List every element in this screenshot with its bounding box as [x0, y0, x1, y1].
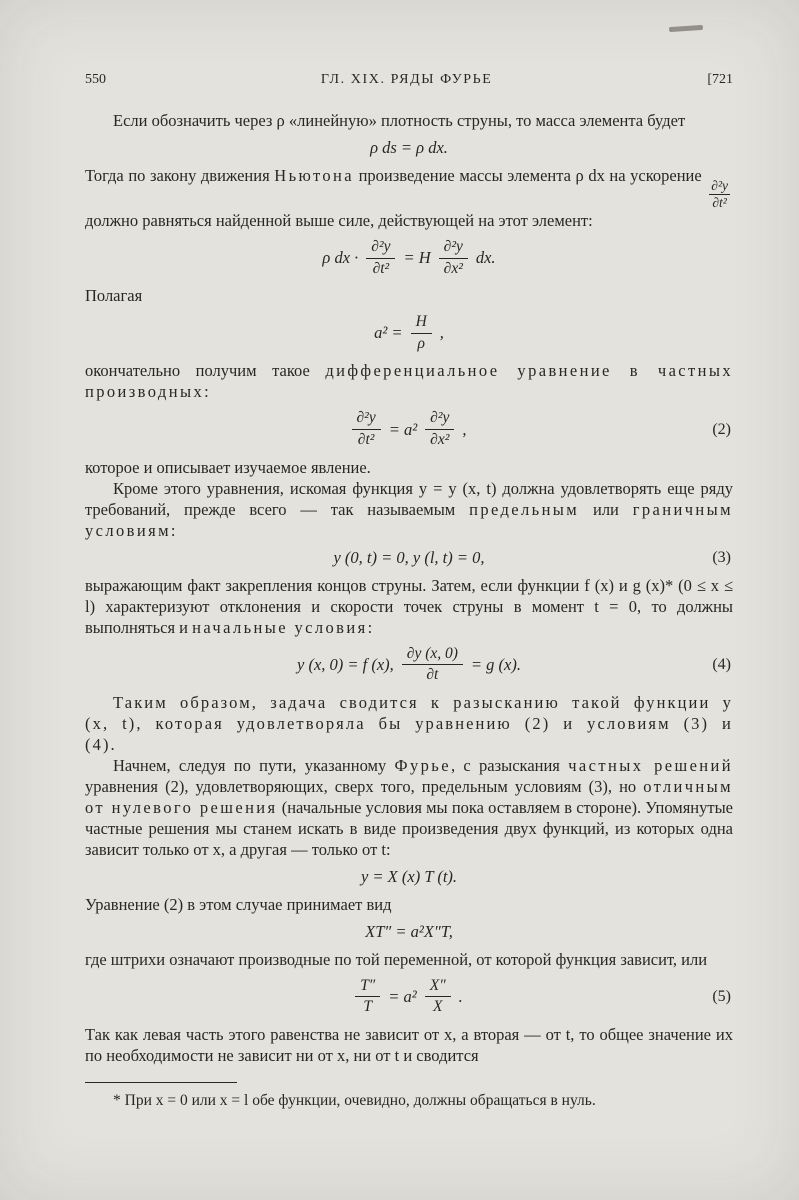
- fraction-numerator: T″: [355, 977, 380, 998]
- fraction: [366, 238, 395, 278]
- equation-text: .: [458, 986, 463, 1006]
- equation-5: [85, 977, 733, 1017]
- equation-separation: [85, 867, 733, 887]
- equation-text: = a²: [388, 419, 418, 439]
- fraction-numerator: ∂²y: [711, 178, 728, 193]
- emphasized-term: частных решений: [568, 755, 733, 775]
- paragraph-conditions: [85, 478, 733, 541]
- text-run: или: [579, 499, 633, 519]
- equation-number: (5): [712, 987, 731, 1005]
- paragraph-eq2-form: [85, 894, 733, 915]
- fraction: [425, 977, 451, 1017]
- text-run: окончательно получим такое: [85, 361, 326, 381]
- footnote: [85, 1091, 733, 1111]
- footnote-text: * При x = 0 или x = l обе функции, очевидно, должны обращаться в нуль.: [113, 1091, 596, 1109]
- fraction: [352, 409, 381, 449]
- paragraph-describes: [85, 457, 733, 478]
- equation-number: (2): [712, 420, 731, 438]
- fraction-numerator: H: [411, 313, 432, 334]
- equation-number: (4): [712, 655, 731, 673]
- fraction-denominator: ρ: [417, 334, 425, 352]
- equation-3: [85, 548, 733, 568]
- fraction-denominator: ∂x²: [443, 259, 463, 277]
- fraction-denominator: ∂t²: [372, 259, 390, 277]
- footnote-rule: [85, 1082, 237, 1083]
- paragraph-polagaya: [85, 285, 733, 306]
- fraction: [411, 313, 432, 353]
- text-run: Полагая: [85, 286, 143, 306]
- equation-text: = g (x).: [470, 654, 521, 674]
- equation-text: y (x, 0) = f (x),: [297, 654, 394, 674]
- fraction-denominator: ∂t²: [357, 431, 375, 448]
- paragraph-primes: [85, 949, 733, 970]
- equation-text: ρ ds = ρ dx.: [370, 138, 448, 157]
- fraction: [439, 238, 468, 278]
- text-run: Если обозначить через ρ «линейную» плотность струны, то масса элемента будет: [113, 111, 686, 130]
- text-run: Таким образом, задача сводится к разысканию такой функции y (x, t), которая удовлетворяла бы уравнению (2) и условиям (3) и (4).: [85, 692, 733, 754]
- text-run: Тогда по закону движения: [85, 166, 275, 185]
- equation-4: [85, 645, 733, 685]
- equation-text: = H: [403, 248, 431, 268]
- fraction-numerator: ∂²y: [425, 409, 454, 430]
- text-run: Кроме этого уравнения, искомая функция y = y (x, t) должна удовлетворять еще ряду требований, прежде всего — так называемым: [85, 478, 733, 519]
- inline-fraction: [709, 178, 730, 210]
- emphasized-term: предельным: [469, 499, 580, 519]
- fraction-denominator: ∂x²: [430, 431, 450, 448]
- equation-2: [85, 409, 733, 449]
- fraction-numerator: ∂²y: [439, 238, 468, 259]
- equation-text: a² =: [374, 323, 403, 343]
- equation-text: dx.: [475, 248, 496, 268]
- text-run: Начнем, следуя по пути, указанному: [113, 755, 395, 775]
- text-run: выражающим факт закрепления концов струны. Затем, если функции f (x) и g (x)* (0 ≤ x ≤ l) характеризуют отклонения и скорости точек струны в момент t = 0, то должны выполняться и: [85, 575, 733, 637]
- text-run: уравнения (2), удовлетворяющих, сверх того, предельным условиям (3), но: [85, 776, 644, 796]
- paragraph-intro: [85, 110, 733, 131]
- equation-a-squared: [85, 313, 733, 353]
- equation-xt: [85, 922, 733, 942]
- page-number: 550: [85, 72, 106, 87]
- equation-text: y (0, t) = 0, y (l, t) = 0,: [333, 547, 485, 567]
- running-title: ГЛ. XIX. РЯДЫ ФУРЬЕ: [320, 72, 493, 87]
- scan-artifact: [669, 25, 703, 32]
- fraction: [425, 409, 454, 449]
- fraction-numerator: ∂²y: [352, 409, 381, 430]
- fraction-denominator: ∂t²: [712, 194, 727, 210]
- paragraph-conclusion: [85, 1024, 733, 1066]
- fraction-denominator: T: [363, 998, 373, 1016]
- emphasized-name: Фурье: [394, 755, 451, 775]
- fraction-denominator: ∂t: [426, 666, 439, 684]
- emphasized-name: Ньютона: [274, 166, 354, 185]
- page-header: [85, 72, 733, 88]
- paragraph-initial-conditions: [85, 575, 733, 638]
- fraction-numerator: ∂y (x, 0): [402, 645, 463, 666]
- text-run: где штрихи означают производные по той переменной, от которой функция зависит, или: [85, 949, 708, 969]
- emphasized-term: отличным от нулевого решения: [85, 776, 733, 817]
- equation-text: y = X (x) T (t).: [360, 866, 458, 886]
- text-run: (начальные условия мы пока оставляем в стороне). Упомянутые частные решения мы станем искать в виде произведения двух функций, из которых одна зависит только от x, а другая — только от t:: [85, 797, 733, 859]
- equation-text: XT″ = a²X″T,: [365, 921, 453, 941]
- text-run: произведение массы элемента ρ dx на ускорение: [354, 166, 707, 185]
- content-column: [85, 72, 733, 1111]
- emphasized-term: дифференциальное уравнение в частных производных:: [85, 361, 733, 402]
- paragraph-task-summary: [85, 692, 733, 755]
- equation-newton: [85, 238, 733, 278]
- equation-text: ρ dx ·: [322, 248, 359, 268]
- fraction-numerator: ∂²y: [366, 238, 395, 259]
- fraction-denominator: X: [432, 998, 443, 1016]
- text-run: которое и описывает изучаемое явление.: [85, 457, 371, 477]
- equation-number: (3): [712, 548, 731, 566]
- text-run: должно равняться найденной выше силе, действующей на этот элемент:: [85, 211, 593, 231]
- paragraph-fourier-method: [85, 755, 733, 860]
- fraction: [402, 645, 463, 685]
- text-run: Так как левая часть этого равенства не зависит от x, а вторая — от t, то общее значение их по необходимости не зависит ни от x, ни от t и сводится: [85, 1024, 733, 1065]
- emphasized-term: граничным условиям:: [85, 499, 733, 540]
- text-run: Уравнение (2) в этом случае принимает вид: [85, 894, 392, 914]
- emphasized-term: начальные условия:: [192, 617, 375, 637]
- fraction: [355, 977, 380, 1017]
- paragraph-pde-intro: [85, 360, 733, 402]
- equation-text: ,: [462, 419, 467, 439]
- equation-mass: [85, 138, 733, 158]
- text-run: , с разыскания: [450, 755, 569, 775]
- equation-text: = a²: [388, 986, 417, 1006]
- equation-text: ,: [439, 323, 444, 343]
- folio-number: [721: [707, 72, 733, 87]
- fraction-numerator: X″: [425, 977, 451, 998]
- paragraph-newton-law: [85, 165, 733, 231]
